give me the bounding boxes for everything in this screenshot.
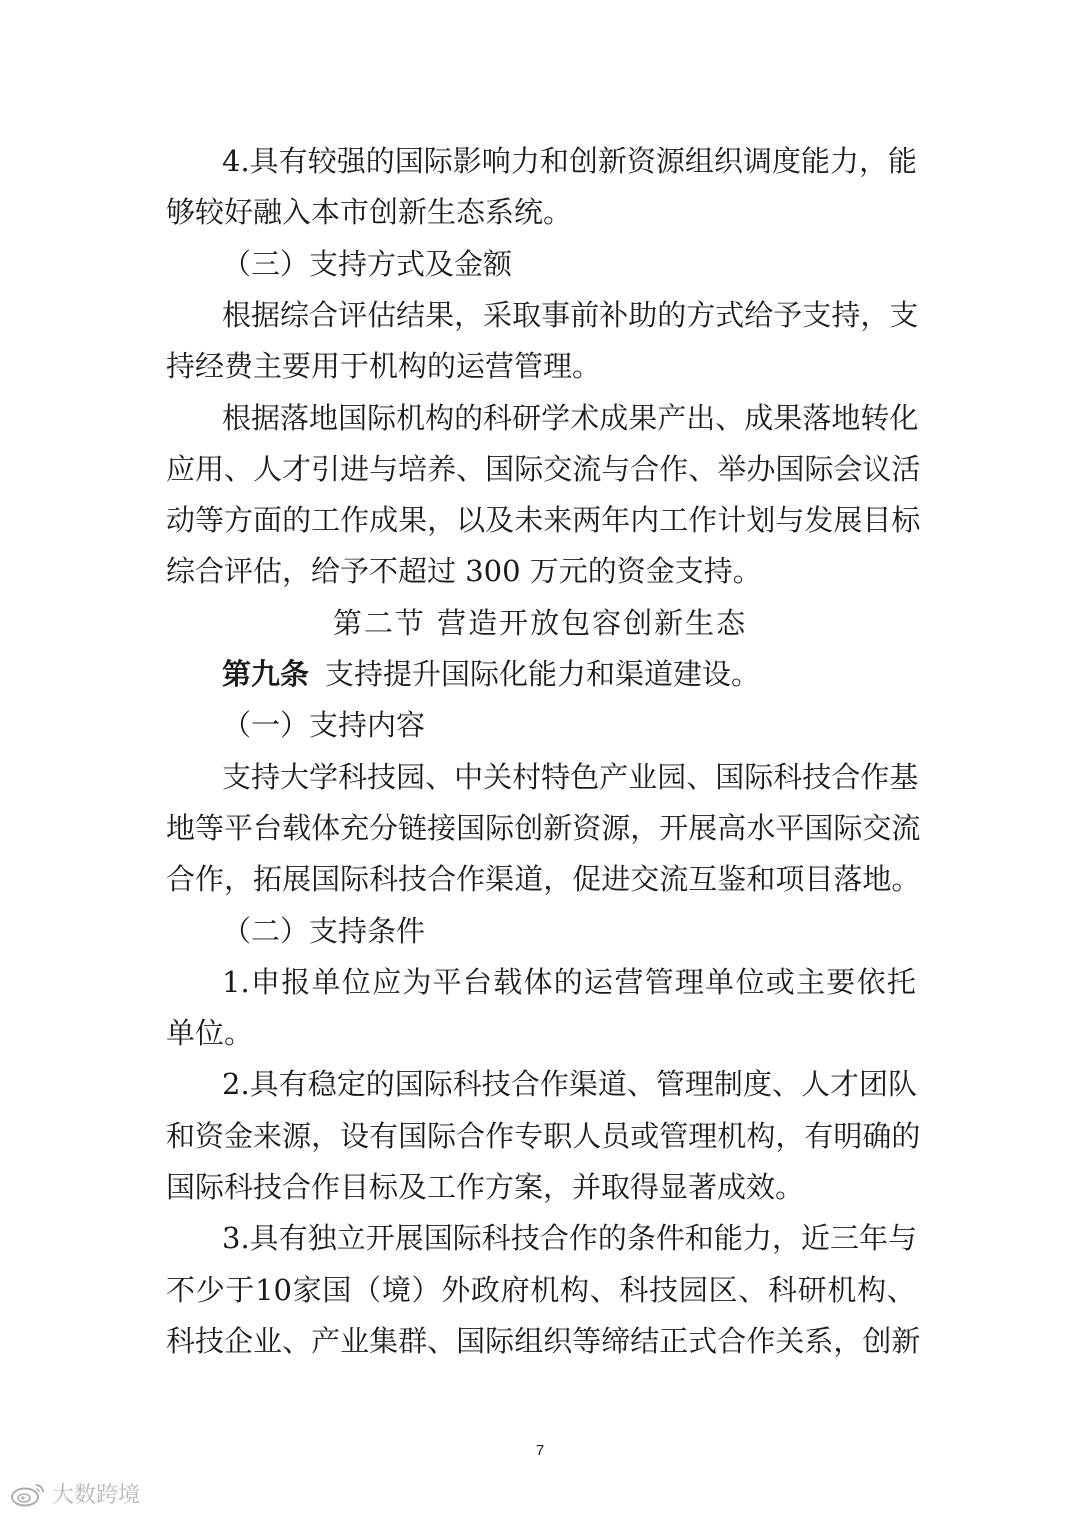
text-line: 3. 具 有 独 立 开 展 国 际 科 技 合 作 的 条 件 和 能 力 ， 近 三 年 与 <box>222 1221 918 1256</box>
text-line: 够较好融入本市创新生态系统。 <box>166 195 573 230</box>
text-line: 综合评估，给予不超过 300 万元的资金支持。 <box>166 554 762 589</box>
text-line: 支 持 大 学 科 技 园 、 中 关 村 特 色 产 业 园 、 国 际 科 技 合 作 基 <box>222 759 919 794</box>
text-line: 和 资 金 来 源 ， 设 有 国 际 合 作 专 职 人 员 或 管 理 机 构 ， 有 明 确 的 <box>166 1118 921 1153</box>
text-line: 科 技 企 业 、 产 业 集 群 、 国 际 组 织 等 缔 结 正 式 合 作 关 系 ， 创 新 <box>166 1323 921 1358</box>
text-line: （二）支持条件 <box>222 913 426 948</box>
article-heading: 支持提升国际化能力和渠道建设。 <box>325 657 761 691</box>
text-line: 单位。 <box>166 1016 254 1051</box>
text-line <box>222 654 1080 694</box>
text-line: 第二节 营造开放包容创新生态 <box>332 605 748 640</box>
text-line: 不 少 于 10 家 国 （ 境 ） 外 政 府 机 构 、 科 技 园 区 、 科 研 机 构 、 <box>166 1272 916 1307</box>
page-number: 7 <box>535 1442 545 1459</box>
text-line: 合 作 ， 拓 展 国 际 科 技 合 作 渠 道 ， 促 进 交 流 互 鉴 和 项 目 落 地 。 <box>166 862 921 897</box>
watermark <box>10 1478 140 1509</box>
text-line: 地 等 平 台 载 体 充 分 链 接 国 际 创 新 资 源 ， 开 展 高 水 平 国 际 交 流 <box>166 810 921 845</box>
watermark-text: 大数跨境 <box>52 1483 141 1508</box>
text-line: 根 据 综 合 评 估 结 果 ， 采 取 事 前 补 助 的 方 式 给 予 支 持 ， 支 <box>222 297 919 332</box>
weibo-logo-icon <box>10 1481 46 1507</box>
text-line: （三）支持方式及金额 <box>222 246 513 281</box>
text-line: 国际科技合作目标及工作方案，并取得显著成效。 <box>166 1170 805 1204</box>
text-line: 根 据 落 地 国 际 机 构 的 科 研 学 术 成 果 产 出 、 成 果 落 地 转 化 <box>222 400 919 435</box>
text-line: 2. 具 有 稳 定 的 国 际 科 技 合 作 渠 道 、 管 理 制 度 、 人 才 团 队 <box>222 1067 918 1102</box>
text-line: 持经费主要用于机构的运营管理。 <box>166 349 602 384</box>
text-line: 应 用 、 人 才 引 进 与 培 养 、 国 际 交 流 与 合 作 、 举 办 国 际 会 议 活 <box>166 451 921 486</box>
text-line: 1. 申 报 单 位 应 为 平 台 载 体 的 运 营 管 理 单 位 或 主 要 依 托 <box>222 964 916 999</box>
text-line: 动 等 方 面 的 工 作 成 果 ， 以 及 未 来 两 年 内 工 作 计 划 与 发 展 目 标 <box>166 503 921 538</box>
text-line: 4. 具 有 较 强 的 国 际 影 响 力 和 创 新 资 源 组 织 调 度 能 力 ， 能 <box>222 144 918 178</box>
article-number: 第九条 <box>222 657 310 691</box>
text-line: （一）支持内容 <box>222 708 426 743</box>
